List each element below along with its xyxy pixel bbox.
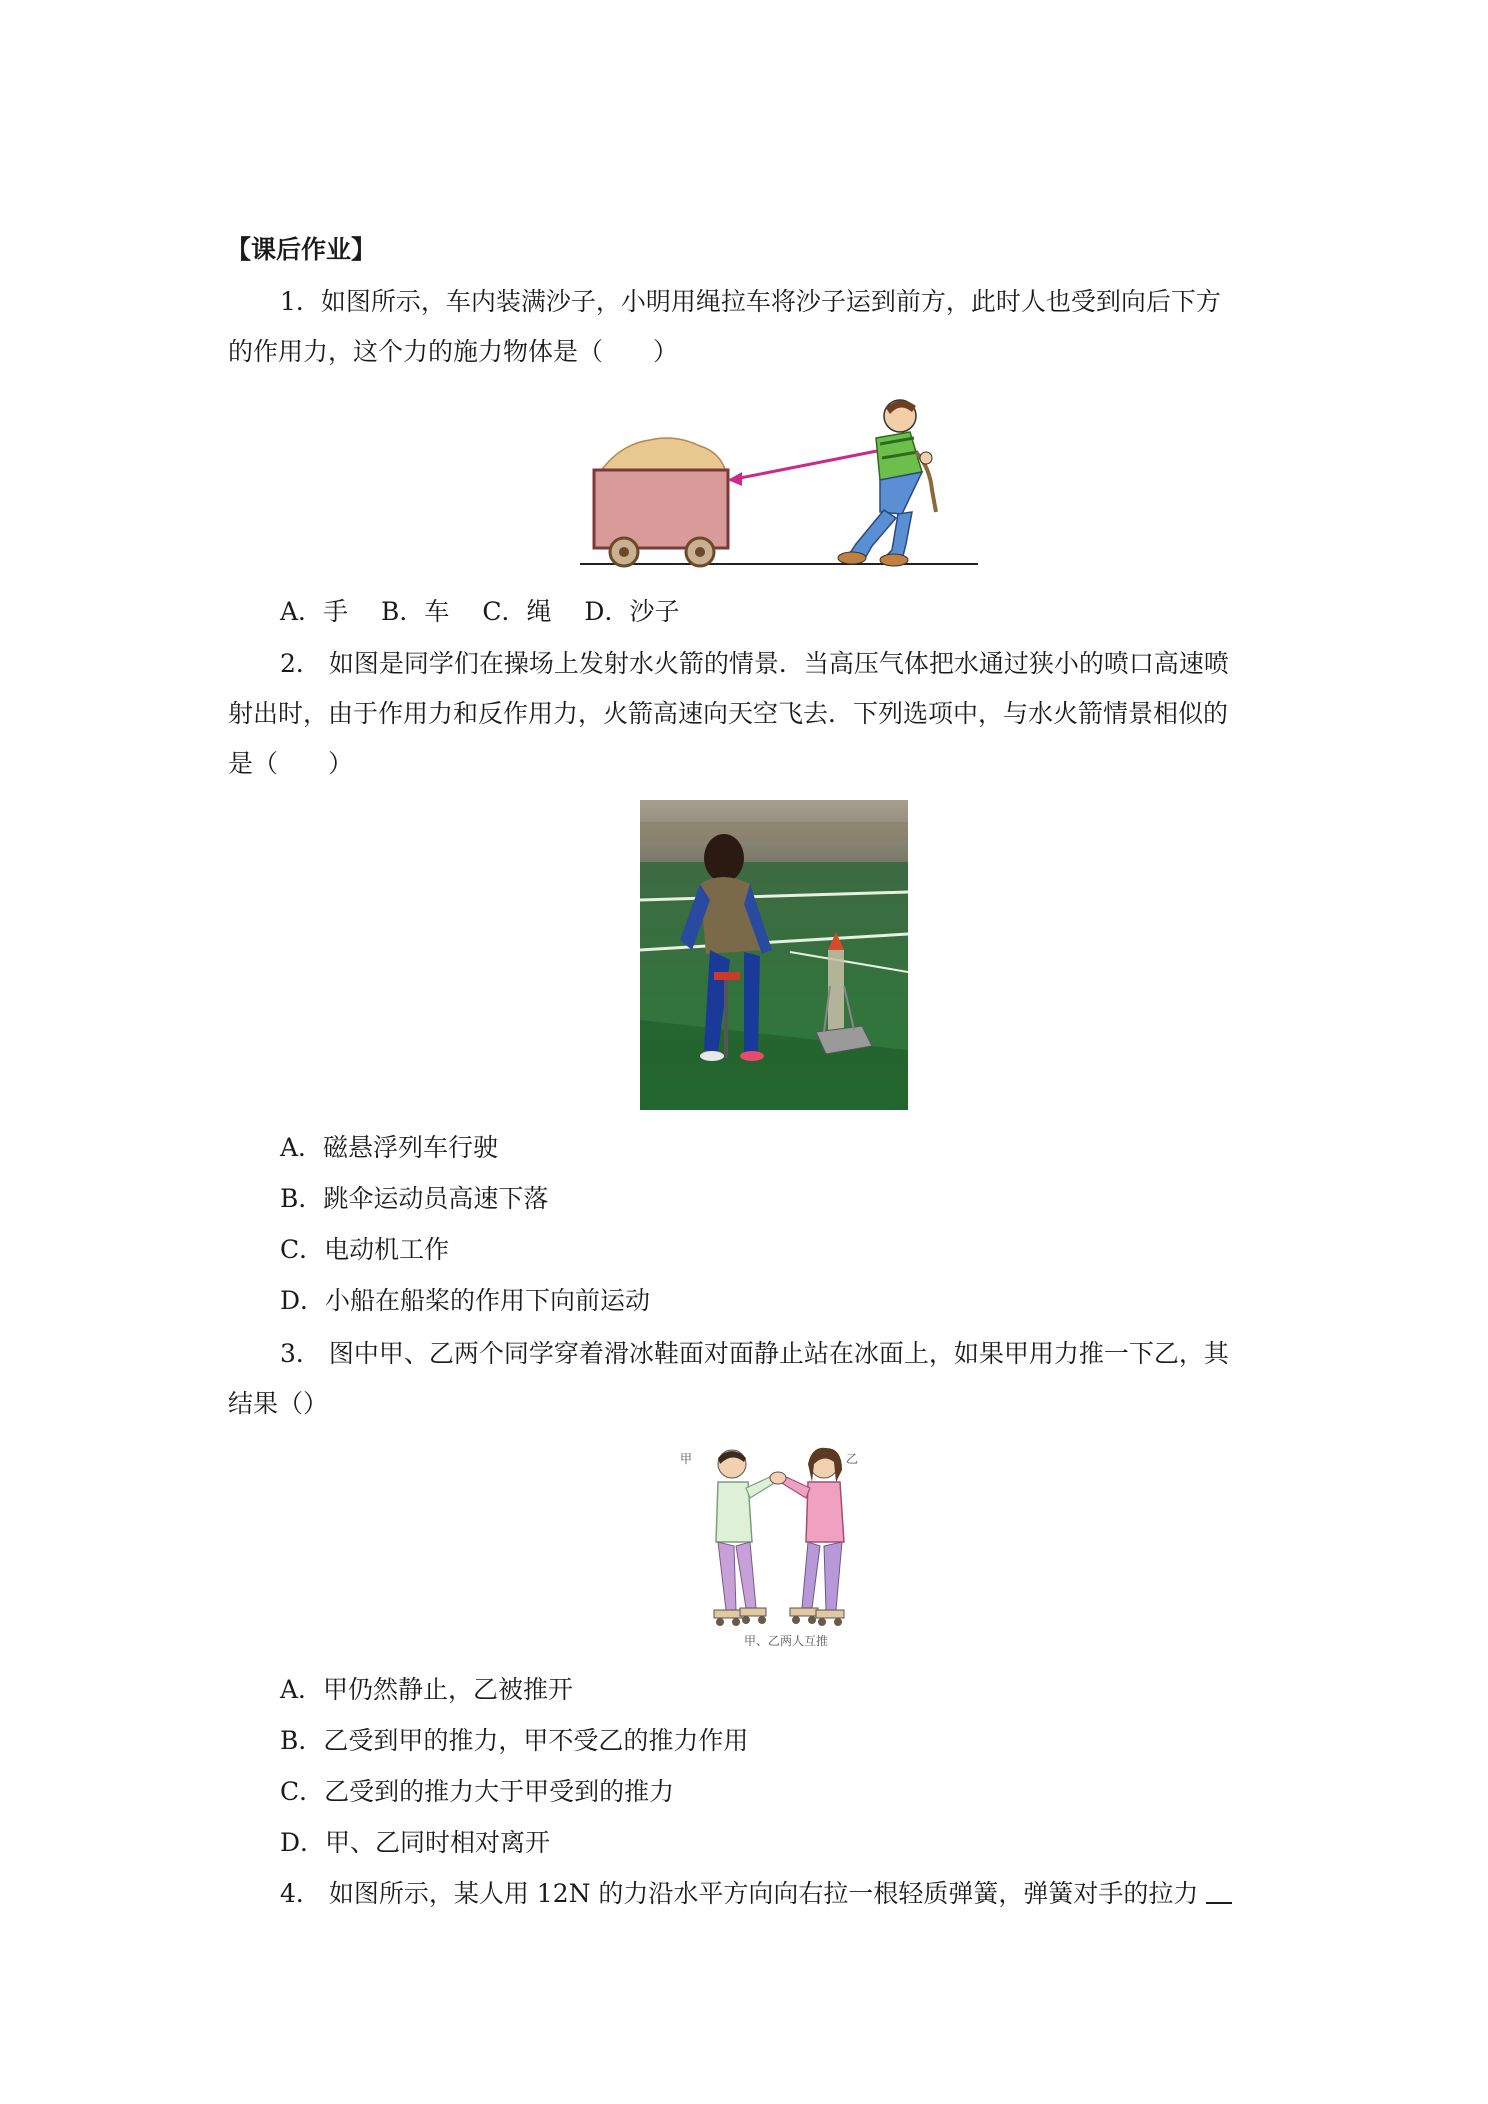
q2-text-line-1: 2． 如图是同学们在操场上发射水火箭的情景．当高压气体把水通过狭小的喷口高速喷	[280, 649, 1229, 678]
figure-label-jia: 甲	[680, 1452, 693, 1466]
q3-option-c: C．乙受到的推力大于甲受到的推力	[280, 1777, 675, 1806]
q1-text-line-1: 1．如图所示，车内装满沙子，小明用绳拉车将沙子运到前方，此时人也受到向后下方	[280, 287, 1221, 316]
q3-text-line-2: 结果（）	[228, 1389, 329, 1418]
figure-caption: 甲、乙两人互推	[744, 1634, 829, 1648]
water-rocket-photo	[640, 800, 908, 1110]
q2-option-b: B．跳伞运动员高速下落	[280, 1184, 549, 1213]
q4-text: 4． 如图所示，某人用 12N 的力沿水平方向向右拉一根轻质弹簧，弹簧对手的拉力	[280, 1879, 1199, 1908]
q2-text-line-2: 射出时，由于作用力和反作用力，火箭高速向天空飞去．下列选项中，与水火箭情景相似的	[228, 699, 1229, 728]
q2-option-a: A．磁悬浮列车行驶	[280, 1133, 499, 1162]
q3-option-b: B．乙受到甲的推力，甲不受乙的推力作用	[280, 1726, 749, 1755]
answer-blank	[1206, 1878, 1232, 1904]
figure-label-yi: 乙	[846, 1452, 859, 1466]
person-pulling-cart-image	[580, 394, 980, 570]
q2-text-line-3: 是（ ）	[228, 749, 354, 778]
skaters-drawing	[676, 1442, 880, 1654]
section-title: 【课后作业】	[226, 235, 377, 264]
q1-options: A．手 B．车 C．绳 D．沙子	[280, 597, 680, 626]
q3-text-line-1: 3． 图中甲、乙两个同学穿着滑冰鞋面对面静止站在冰面上，如果甲用力推一下乙，其	[280, 1339, 1229, 1368]
q2-option-c: C．电动机工作	[280, 1235, 450, 1264]
q3-option-d: D．甲、乙同时相对离开	[280, 1828, 551, 1857]
q2-option-d: D．小船在船桨的作用下向前运动	[280, 1286, 651, 1315]
two-skaters-pushing-image	[676, 1442, 880, 1654]
q1-text-line-2: 的作用力，这个力的施力物体是（ ）	[228, 337, 679, 366]
q4-text-line-1	[280, 1876, 1330, 1912]
q3-option-a: A．甲仍然静止，乙被推开	[280, 1675, 574, 1704]
